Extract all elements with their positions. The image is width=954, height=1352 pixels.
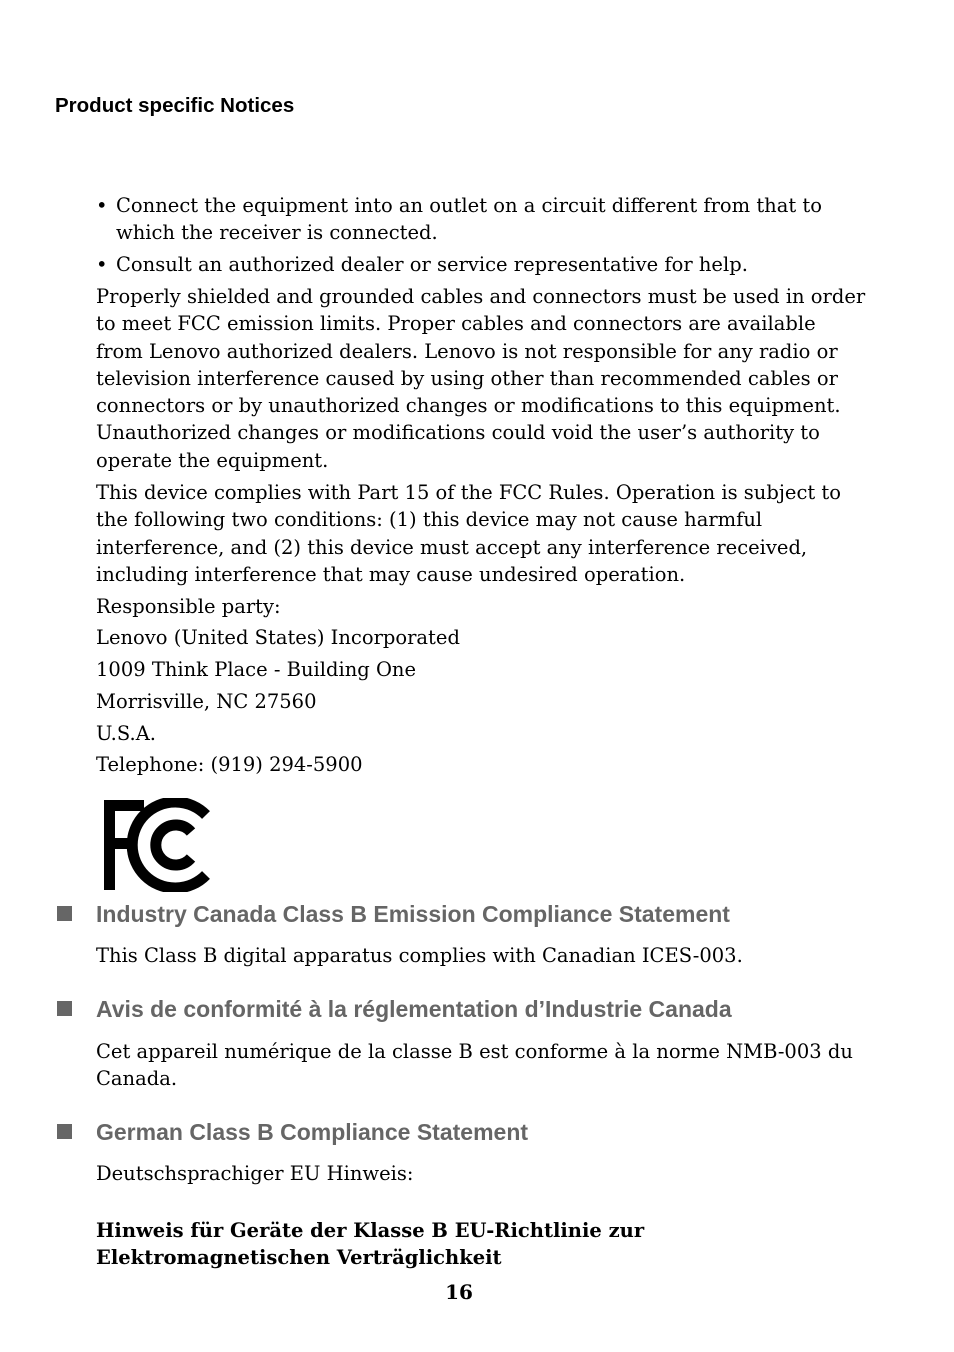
bullet-dot: • <box>96 252 108 276</box>
section-heading-industry-canada <box>57 901 730 928</box>
fcc-logo-icon <box>102 798 214 892</box>
page-number: 16 <box>445 1280 473 1304</box>
bullet-list <box>96 192 886 282</box>
bullet-dot: • <box>96 194 108 217</box>
street-address: 1009 Think Place - Building One <box>96 658 417 681</box>
bullet-item <box>96 251 886 278</box>
fcc-part15-paragraph: This device complies with Part 15 of the FCC Rules. Operation is subject to the following two conditions: (1) this device may not cause harmful interference, and (2) this device must accept any interference received, including interference that may cause undesired operation. <box>96 481 841 586</box>
responsible-party-label: Responsible party: <box>96 595 281 618</box>
telephone: Telephone: (919) 294-5900 <box>96 753 363 776</box>
country: U.S.A. <box>96 722 156 745</box>
section-heading-avis-conformite <box>57 996 732 1023</box>
bullet-item <box>96 192 886 247</box>
square-bullet-icon <box>57 906 72 921</box>
section-heading-text: Avis de conformité à la réglementation d’Industrie Canada <box>96 996 732 1022</box>
industry-canada-text: This Class B digital apparatus complies with Canadian ICES-003. <box>96 944 743 967</box>
city-address: Morrisville, NC 27560 <box>96 690 317 713</box>
german-hinweis-text: Deutschsprachiger EU Hinweis: <box>96 1162 414 1185</box>
section-heading-text: Industry Canada Class B Emission Compliance Statement <box>96 901 730 927</box>
avis-conformite-text: Cet appareil numérique de la classe B est conforme à la norme NMB-003 du Canada. <box>96 1040 853 1091</box>
company-name: Lenovo (United States) Incorporated <box>96 626 460 649</box>
bullet-text: Consult an authorized dealer or service representative for help. <box>116 252 748 276</box>
cable-notice-paragraph: Properly shielded and grounded cables and connectors must be used in order to meet FCC emission limits. Proper cables and connectors are available from Lenovo authorized dealers. Lenovo is not responsible for any radio or television interference caused by using other than recommended cables or connectors or by unauthorized changes or modifications to this equipment. Unauthorized changes or modifications could void the user’s authority to operate the equipment. <box>96 285 866 472</box>
german-emc-heading: Hinweis für Geräte der Klasse B EU-Richtlinie zur Elektromagnetischen Verträglichkeit <box>96 1219 645 1270</box>
square-bullet-icon <box>57 1124 72 1139</box>
square-bullet-icon <box>57 1001 72 1016</box>
bullet-text: Connect the equipment into an outlet on a circuit different from that to which the receiver is connected. <box>116 194 822 245</box>
page-header: Product specific Notices <box>55 94 295 117</box>
section-heading-text: German Class B Compliance Statement <box>96 1119 529 1145</box>
section-heading-german-class-b <box>57 1119 528 1146</box>
